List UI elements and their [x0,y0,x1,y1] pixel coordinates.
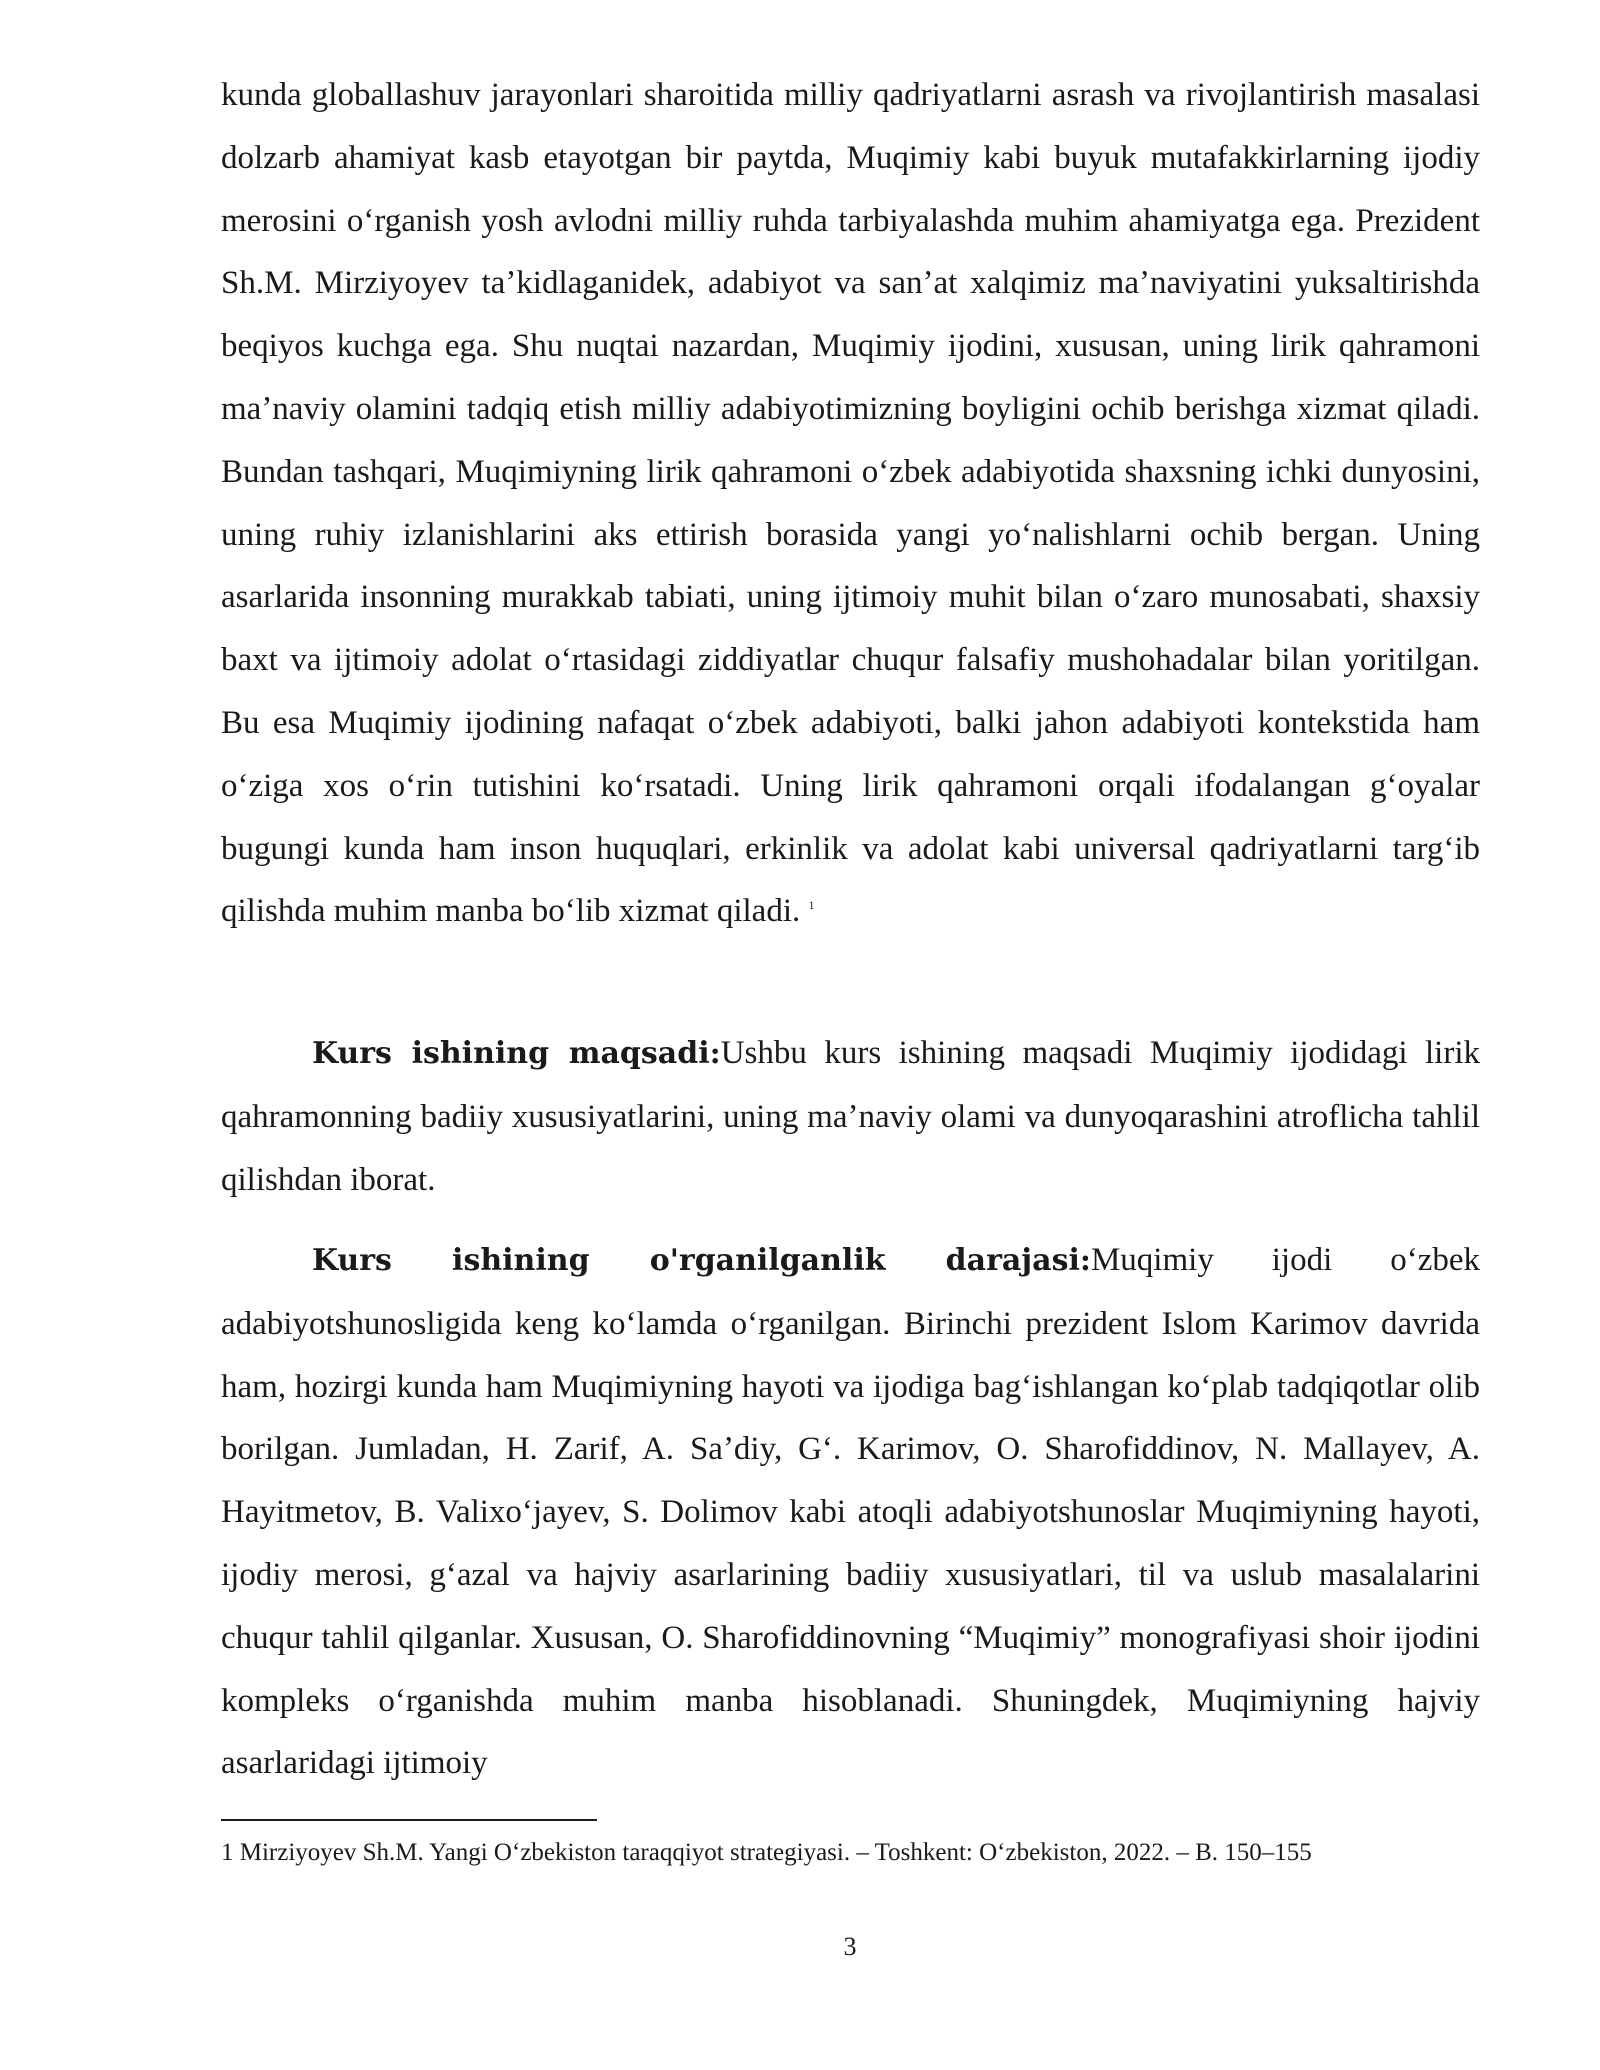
footnote-number: 1 [221,1839,234,1866]
intro-paragraph [221,64,1480,943]
footnote [221,1836,1521,1870]
study-level-heading: Kurs ishining o'rganilganlik darajasi: [312,1243,1091,1278]
study-level-text: Muqimiy ijodi oʻzbek adabiyotshunosligida keng koʻlamda oʻrganilgan. Birinchi prezident Islom Karimov davrida ham, hozirgi kunda ham Muqimiyning hayoti va ijodiga bagʻishlangan koʻplab tadqiqotlar olib borilgan. Jumladan, H. Zarif, A. Saʼdiy, Gʻ. Karimov, O. Sharofiddinov, N. Mallayev, A. Hayitmetov, B. Valixoʻjayev, S. Dolimov kabi atoqli adabiyotshunoslar Muqimiyning hayoti, ijodiy merosi, gʻazal va hajviy asarlarining badiiy xususiyatlari, til va uslub masalalarini chuqur tahlil qilganlar. Xususan, O. Sharofiddinovning “Muqimiy” monografiyasi shoir ijodini kompleks oʻrganishda muhim manba hisoblanadi. Shuningdek, Muqimiyning hajviy asarlaridagi ijtimoiy [221,1242,1480,1782]
purpose-text: Ushbu kurs ishining maqsadi Muqimiy ijodidagi lirik qahramonning badiiy xususiyatlarini, uning maʼnaviy olami va dunyoqarashini atroflicha tahlil qilishdan iborat. [221,1035,1481,1198]
purpose-heading: Kurs ishining maqsadi: [312,1036,721,1071]
intro-text: kunda globallashuv jarayonlari sharoitida milliy qadriyatlarni asrash va rivojlantirish masalasi dolzarb ahamiyat kasb etayotgan bir paytda, Muqimiy kabi buyuk mutafakkirlarning ijodiy merosini oʻrganish yosh avlodni milliy ruhda tarbiyalashda muhim ahamiyatga ega. Prezident Sh.M. Mirziyoyev taʼkidlaganidek, adabiyot va sanʼat xalqimiz maʼnaviyatini yuksaltirishda beqiyos kuchga ega. Shu nuqtai nazardan, Muqimiy ijodini, xususan, uning lirik qahramoni maʼnaviy olamini tadqiq etish milliy adabiyotimizning boyligini ochib berishga xizmat qiladi. Bundan tashqari, Muqimiyning lirik qahramoni oʻzbek adabiyotida shaxsning ichki dunyosini, uning ruhiy izlanishlarini aks ettirish borasida yangi yoʻnalishlarni ochib bergan. Uning asarlarida insonning murakkab tabiati, uning ijtimoiy muhit bilan oʻzaro munosabati, shaxsiy baxt va ijtimoiy adolat oʻrtasidagi ziddiyatlar chuqur falsafiy mushohadalar bilan yoritilgan. Bu esa Muqimiy ijodining nafaqat oʻzbek adabiyoti, balki jahon adabiyoti kontekstida ham oʻziga xos oʻrin tutishini koʻrsatadi. Uning lirik qahramoni orqali ifodalangan gʻoyalar bugungi kunda ham inson huquqlari, erkinlik va adolat kabi universal qadriyatlarni targʻib qilishda muhim manba boʻlib xizmat qiladi. [221,77,1480,930]
page-number: 3 [843,1932,857,1961]
footnote-text: Mirziyoyev Sh.M. Yangi Oʻzbekiston taraqqiyot strategiyasi. – Toshkent: Oʻzbekiston, 2022. – B. 150–155 [239,1839,1312,1866]
purpose-paragraph [221,1022,1480,1211]
footnote-separator [221,1819,597,1821]
study-level-paragraph [221,1229,1480,1795]
footnote-reference: 1 [808,898,815,913]
